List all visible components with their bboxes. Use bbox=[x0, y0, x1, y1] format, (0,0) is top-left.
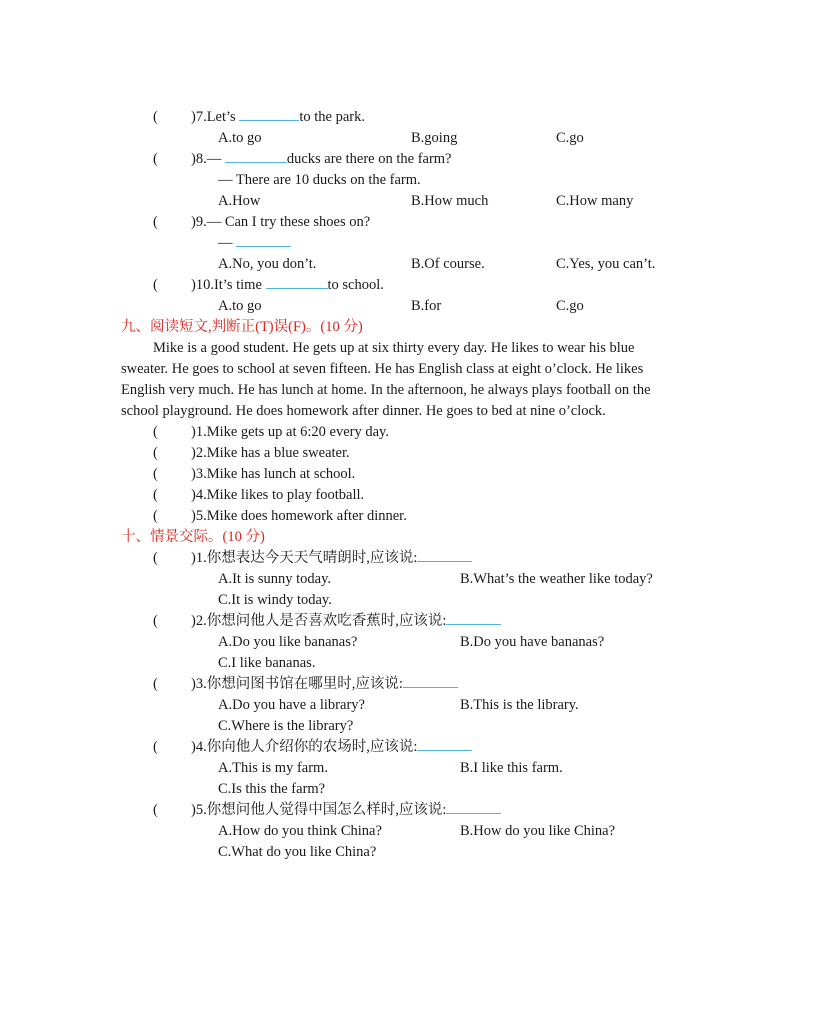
passage-line: school playground. He does homework after dinner. He goes to bed at nine o’clock. bbox=[121, 403, 606, 419]
fill-blank[interactable] bbox=[417, 549, 472, 562]
answer-paren: ( bbox=[153, 802, 158, 818]
answer-paren: ( bbox=[153, 445, 158, 461]
question-text: )8.— bbox=[191, 151, 225, 167]
passage-line: Mike is a good student. He gets up at six thirty every day. He likes to wear his blue bbox=[153, 340, 635, 356]
option-c: C.I like bananas. bbox=[218, 655, 316, 671]
option-c: C.What do you like China? bbox=[218, 844, 377, 860]
option-b: B.I like this farm. bbox=[460, 760, 563, 776]
question-7 bbox=[191, 108, 365, 126]
option-a: A.Do you have a library? bbox=[218, 697, 365, 713]
question-text: )3.你想问图书馆在哪里时,应该说: bbox=[191, 676, 403, 692]
answer-paren: ( bbox=[153, 739, 158, 755]
option-c: C.go bbox=[556, 130, 584, 146]
question-text: )4.你向他人介绍你的农场时,应该说: bbox=[191, 739, 418, 755]
fill-blank[interactable] bbox=[225, 150, 287, 163]
option-c: C.How many bbox=[556, 193, 634, 209]
fill-blank[interactable] bbox=[266, 276, 328, 289]
tf-item: )2.Mike has a blue sweater. bbox=[191, 445, 350, 461]
option-a: A.This is my farm. bbox=[218, 760, 328, 776]
option-b: B.Of course. bbox=[411, 256, 485, 272]
question-text: )2.你想问他人是否喜欢吃香蕉时,应该说: bbox=[191, 613, 447, 629]
passage-line: sweater. He goes to school at seven fifteen. He has English class at eight o’clock. He likes bbox=[121, 361, 644, 377]
option-a: A.to go bbox=[218, 130, 262, 146]
fill-blank[interactable] bbox=[446, 612, 501, 625]
option-c: C.Is this the farm? bbox=[218, 781, 326, 797]
answer-paren: ( bbox=[153, 508, 158, 524]
question-text: to school. bbox=[327, 277, 384, 293]
option-c: C.Yes, you can’t. bbox=[556, 256, 656, 272]
answer-paren: ( bbox=[153, 109, 158, 125]
answer-paren: ( bbox=[153, 613, 158, 629]
answer-paren: ( bbox=[153, 487, 158, 503]
option-b: B.What’s the weather like today? bbox=[460, 571, 653, 587]
option-a: A.Do you like bananas? bbox=[218, 634, 358, 650]
situation-question bbox=[191, 675, 458, 693]
option-a: A.It is sunny today. bbox=[218, 571, 332, 587]
dialogue-response: — There are 10 ducks on the farm. bbox=[218, 172, 421, 188]
question-10 bbox=[191, 276, 384, 294]
question-text: ducks are there on the farm? bbox=[286, 151, 452, 167]
option-b: B.going bbox=[411, 130, 458, 146]
tf-item: )1.Mike gets up at 6:20 every day. bbox=[191, 424, 389, 440]
section-title: 十、情景交际。(10 分) bbox=[121, 529, 265, 545]
option-b: B.Do you have bananas? bbox=[460, 634, 605, 650]
question-text: to the park. bbox=[299, 109, 365, 125]
option-a: A.No, you don’t. bbox=[218, 256, 317, 272]
answer-paren: ( bbox=[153, 466, 158, 482]
answer-paren: ( bbox=[153, 550, 158, 566]
situation-question bbox=[191, 549, 472, 567]
option-b: B.for bbox=[411, 298, 442, 314]
dash: — bbox=[218, 235, 237, 251]
dialogue-response bbox=[218, 234, 291, 252]
option-a: A.How bbox=[218, 193, 261, 209]
option-b: B.How much bbox=[411, 193, 489, 209]
answer-paren: ( bbox=[153, 214, 158, 230]
situation-question bbox=[191, 738, 472, 756]
tf-item: )3.Mike has lunch at school. bbox=[191, 466, 356, 482]
fill-blank[interactable] bbox=[403, 675, 458, 688]
question-8 bbox=[191, 150, 452, 168]
question-text: )5.你想问他人觉得中国怎么样时,应该说: bbox=[191, 802, 447, 818]
situation-question bbox=[191, 801, 501, 819]
section-title: 九、阅读短文,判断正(T)误(F)。(10 分) bbox=[121, 319, 363, 335]
option-a: A.How do you think China? bbox=[218, 823, 382, 839]
option-c: C.Where is the library? bbox=[218, 718, 354, 734]
option-b: B.How do you like China? bbox=[460, 823, 616, 839]
question-text: )7.Let’s bbox=[191, 109, 240, 125]
fill-blank[interactable] bbox=[236, 234, 291, 247]
option-b: B.This is the library. bbox=[460, 697, 579, 713]
answer-paren: ( bbox=[153, 424, 158, 440]
tf-item: )4.Mike likes to play football. bbox=[191, 487, 365, 503]
option-c: C.It is windy today. bbox=[218, 592, 332, 608]
option-a: A.to go bbox=[218, 298, 262, 314]
passage-line: English very much. He has lunch at home. In the afternoon, he always plays football on the bbox=[121, 382, 651, 398]
fill-blank[interactable] bbox=[239, 108, 299, 121]
fill-blank[interactable] bbox=[446, 801, 501, 814]
answer-paren: ( bbox=[153, 277, 158, 293]
answer-paren: ( bbox=[153, 676, 158, 692]
question-text: )1.你想表达今天天气晴朗时,应该说: bbox=[191, 550, 418, 566]
option-c: C.go bbox=[556, 298, 584, 314]
fill-blank[interactable] bbox=[417, 738, 472, 751]
question-9: )9.— Can I try these shoes on? bbox=[191, 214, 371, 230]
tf-item: )5.Mike does homework after dinner. bbox=[191, 508, 407, 524]
question-text: )10.It’s time bbox=[191, 277, 266, 293]
situation-question bbox=[191, 612, 501, 630]
answer-paren: ( bbox=[153, 151, 158, 167]
